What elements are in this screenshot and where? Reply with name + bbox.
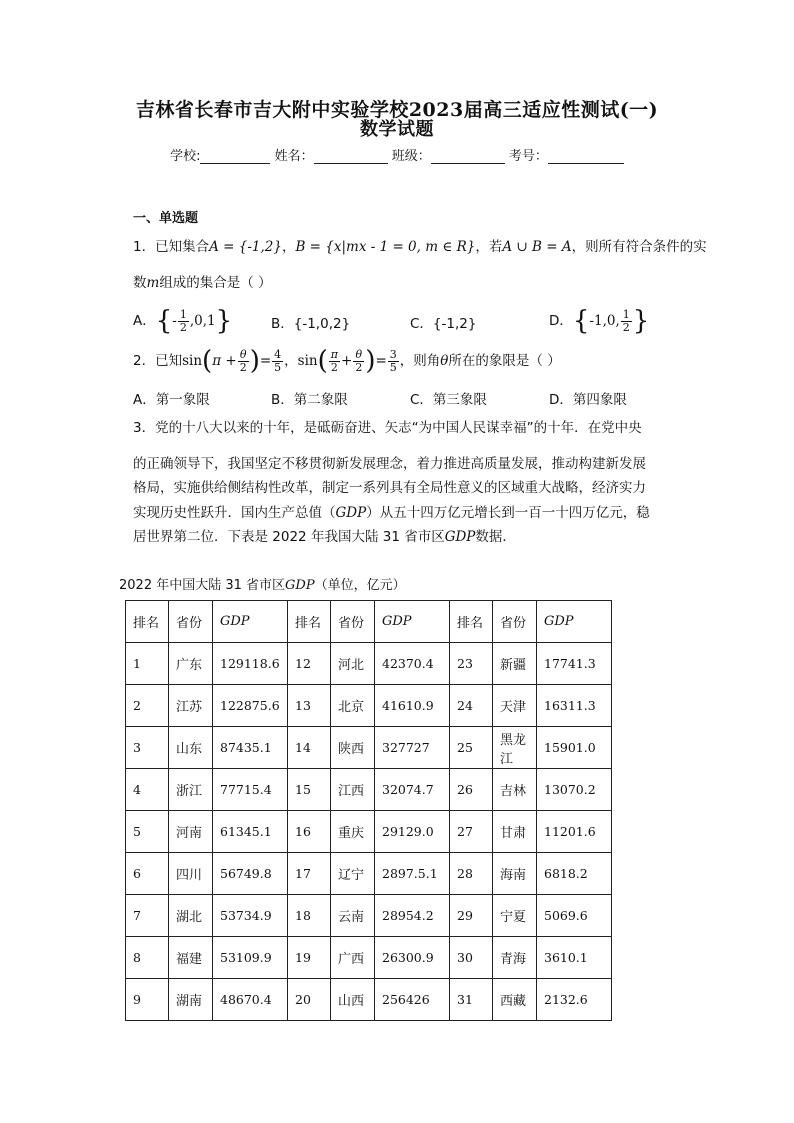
section-heading: 一、单选题 [133, 211, 199, 226]
name-label: 姓名： [274, 149, 314, 164]
gdp-cell: 29129.0 [375, 811, 450, 853]
gdp-cell: 28954.2 [375, 895, 450, 937]
q1-option-d[interactable]: D．{-1,0, $\frac{1}{2}$ } [549, 306, 650, 336]
q1-line1: 1．已知集合A = {-1,2}，B = {x|mx - 1 = 0, m ∈ R}，若A ∪ B = A，则所有符合条件的实 [133, 239, 707, 255]
rank-cell: 20 [288, 979, 331, 1021]
rank-cell: 1 [126, 643, 169, 685]
rank-cell: 30 [450, 937, 493, 979]
rank-cell: 8 [126, 937, 169, 979]
table-row [126, 979, 612, 1021]
province-cell: 云南 [331, 895, 375, 937]
gdp-cell: 122875.6 [213, 685, 288, 727]
gdp-cell: 87435.1 [213, 727, 288, 769]
province-cell: 四川 [169, 853, 213, 895]
rank-cell: 29 [450, 895, 493, 937]
gdp-cell: 48670.4 [213, 979, 288, 1021]
q3-line5: 居世界第二位．下表是 2022 年我国大陆 31 省市区GDP数据． [133, 529, 516, 545]
rank-cell: 24 [450, 685, 493, 727]
rank-cell: 15 [288, 769, 331, 811]
province-cell: 湖南 [169, 979, 213, 1021]
province-cell: 重庆 [331, 811, 375, 853]
table-row [126, 643, 612, 685]
rank-cell: 14 [288, 727, 331, 769]
rank-cell: 12 [288, 643, 331, 685]
table-caption: 2022 年中国大陆 31 省市区GDP（单位，亿元） [119, 578, 406, 593]
gdp-cell: 61345.1 [213, 811, 288, 853]
rank-cell: 31 [450, 979, 493, 1021]
province-cell: 河北 [331, 643, 375, 685]
gdp-cell: 13070.2 [537, 769, 612, 811]
q1-option-c[interactable]: C．{-1,2} [410, 316, 477, 332]
q3-line2: 的正确领导下，我国坚定不移贯彻新发展理念，着力推进高质量发展，推动构建新发展 [133, 456, 646, 472]
header-rank: 排名 [450, 601, 493, 643]
gdp-cell: 3610.1 [537, 937, 612, 979]
gdp-cell: 16311.3 [537, 685, 612, 727]
q1-condition: A ∪ B = A [502, 239, 572, 255]
rank-cell: 27 [450, 811, 493, 853]
province-cell: 广东 [169, 643, 213, 685]
q2-option-d[interactable]: D．第四象限 [549, 392, 627, 408]
gdp-cell: 53734.9 [213, 895, 288, 937]
province-cell: 陕西 [331, 727, 375, 769]
class-label: 班级： [391, 149, 431, 164]
gdp-cell: 42370.4 [375, 643, 450, 685]
rank-cell: 23 [450, 643, 493, 685]
province-cell: 宁夏 [493, 895, 537, 937]
q1-option-a[interactable]: A．{- $\frac{1}{2}$ ,0,1} [133, 306, 233, 336]
rank-cell: 28 [450, 853, 493, 895]
table-row [126, 853, 612, 895]
q1-set-b: B = {x|mx - 1 = 0, m ∈ R} [295, 239, 476, 255]
gdp-cell: 53109.9 [213, 937, 288, 979]
rank-cell: 19 [288, 937, 331, 979]
gdp-cell: 256426 [375, 979, 450, 1021]
header-gdp: GDP [537, 601, 612, 643]
gdp-cell: 2132.6 [537, 979, 612, 1021]
table-row [126, 811, 612, 853]
province-cell: 湖北 [169, 895, 213, 937]
exam-number-label: 考号： [508, 149, 548, 164]
rank-cell: 13 [288, 685, 331, 727]
header-rank: 排名 [126, 601, 169, 643]
province-cell: 江苏 [169, 685, 213, 727]
rank-cell: 26 [450, 769, 493, 811]
province-cell: 辽宁 [331, 853, 375, 895]
province-cell: 海南 [493, 853, 537, 895]
page-subtitle: 数学试题 [360, 119, 434, 140]
gdp-cell: 2897.5.1 [375, 853, 450, 895]
header-rank: 排名 [288, 601, 331, 643]
rank-cell: 16 [288, 811, 331, 853]
rank-cell: 3 [126, 727, 169, 769]
gdp-cell: 129118.6 [213, 643, 288, 685]
province-cell: 江西 [331, 769, 375, 811]
school-label: 学校: [170, 149, 201, 164]
province-cell: 新疆 [493, 643, 537, 685]
gdp-cell: 41610.9 [375, 685, 450, 727]
table-row [126, 895, 612, 937]
q3-line4: 实现历史性跃升．国内生产总值（GDP）从五十四万亿元增长到一百一十四万亿元，稳 [133, 505, 650, 521]
table-row [126, 685, 612, 727]
table-row [126, 727, 612, 769]
rank-cell: 2 [126, 685, 169, 727]
province-cell: 福建 [169, 937, 213, 979]
q2-option-a[interactable]: A．第一象限 [133, 392, 210, 408]
gdp-cell: 32074.7 [375, 769, 450, 811]
gdp-cell: 6818.2 [537, 853, 612, 895]
gdp-cell: 5069.6 [537, 895, 612, 937]
province-cell: 甘肃 [493, 811, 537, 853]
q2-option-b[interactable]: B．第二象限 [271, 392, 348, 408]
gdp-cell: 327727 [375, 727, 450, 769]
header-province: 省份 [331, 601, 375, 643]
q1-line2: 数m组成的集合是（ ） [133, 275, 272, 291]
rank-cell: 4 [126, 769, 169, 811]
province-cell: 黑龙江 [493, 727, 537, 769]
header-province: 省份 [169, 601, 213, 643]
name-blank[interactable] [314, 149, 388, 164]
rank-cell: 5 [126, 811, 169, 853]
gdp-table [125, 600, 612, 1021]
province-cell: 青海 [493, 937, 537, 979]
gdp-cell: 77715.4 [213, 769, 288, 811]
class-blank[interactable] [431, 149, 505, 164]
page-title: 吉林省长春市吉大附中实验学校2023届高三适应性测试(一) [135, 99, 659, 121]
header-gdp: GDP [375, 601, 450, 643]
province-cell: 山东 [169, 727, 213, 769]
q3-line1: 3．党的十八大以来的十年，是砥砺奋进、矢志“为中国人民谋幸福”的十年．在党中央 [133, 420, 642, 436]
gdp-cell: 26300.9 [375, 937, 450, 979]
q2-line1: 2．已知sin(π + $\frac{\theta}{2}$ )= $\frac{4}{5}$ ，sin( $\frac{\pi}{2}$ + $\frac{\theta}{2}$ )= $\frac{3}{5}$ ，则角θ所在的象限是（ ） [133, 346, 561, 376]
gdp-cell: 11201.6 [537, 811, 612, 853]
rank-cell: 18 [288, 895, 331, 937]
rank-cell: 7 [126, 895, 169, 937]
student-info-row [0, 145, 794, 164]
q1-set-a: A = {-1,2} [209, 239, 282, 255]
province-cell: 河南 [169, 811, 213, 853]
province-cell: 西藏 [493, 979, 537, 1021]
province-cell: 浙江 [169, 769, 213, 811]
q2-option-c[interactable]: C．第三象限 [410, 392, 487, 408]
school-blank[interactable] [200, 149, 270, 164]
province-cell: 天津 [493, 685, 537, 727]
q3-line3: 格局，实施供给侧结构性改革，制定一系列具有全局性意义的区域重大战略，经济实力 [133, 480, 646, 496]
province-cell: 北京 [331, 685, 375, 727]
rank-cell: 25 [450, 727, 493, 769]
header-province: 省份 [493, 601, 537, 643]
exam-number-blank[interactable] [548, 149, 624, 164]
rank-cell: 17 [288, 853, 331, 895]
table-header-row [126, 601, 612, 643]
province-cell: 广西 [331, 937, 375, 979]
rank-cell: 6 [126, 853, 169, 895]
header-gdp: GDP [213, 601, 288, 643]
q1-option-b[interactable]: B．{-1,0,2} [271, 316, 351, 332]
rank-cell: 9 [126, 979, 169, 1021]
gdp-cell: 17741.3 [537, 643, 612, 685]
gdp-cell: 56749.8 [213, 853, 288, 895]
table-row [126, 769, 612, 811]
table-row [126, 937, 612, 979]
province-cell: 吉林 [493, 769, 537, 811]
province-cell: 山西 [331, 979, 375, 1021]
gdp-cell: 15901.0 [537, 727, 612, 769]
